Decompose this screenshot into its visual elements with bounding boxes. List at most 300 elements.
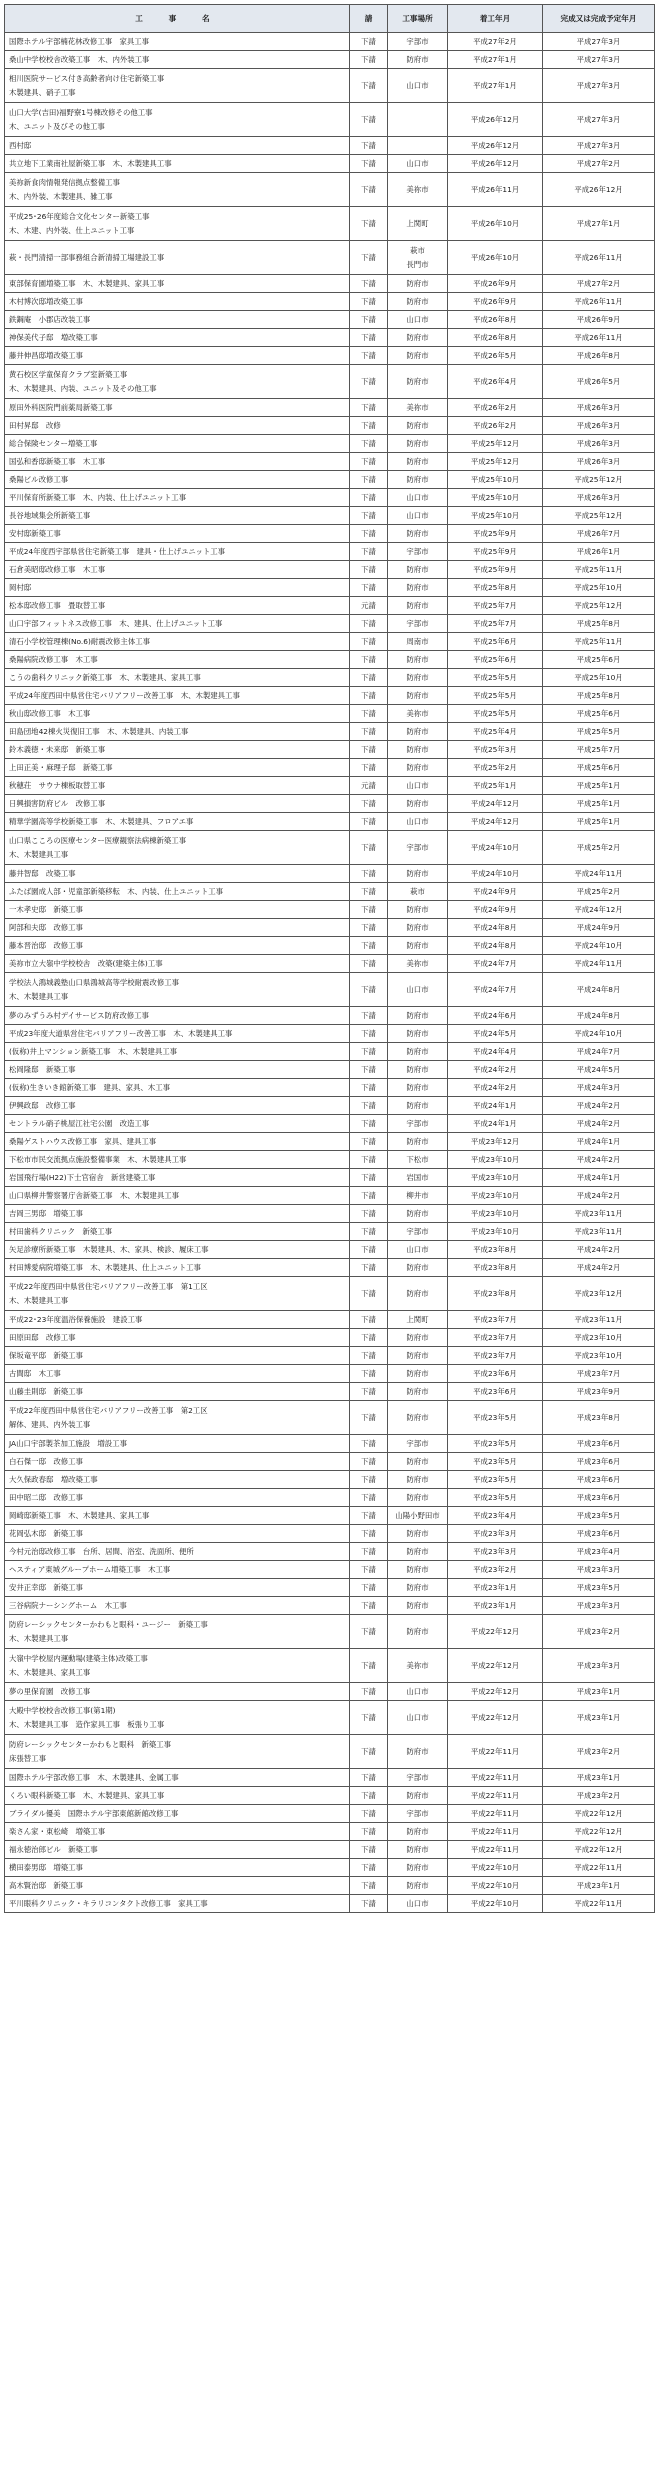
site-line: 防府市	[406, 1826, 429, 1836]
project-name-line: 上田正美・麻理子邸 新築工事	[9, 762, 113, 772]
site-line: 防府市	[406, 922, 429, 932]
project-name-cell	[5, 1079, 350, 1097]
start-date-cell: 平成25年1月	[448, 777, 543, 795]
start-date-cell: 平成22年11月	[448, 1841, 543, 1859]
table-row	[5, 1877, 655, 1895]
site-cell	[388, 1329, 448, 1347]
project-name-cell	[5, 1365, 350, 1383]
site-line: 防府市	[406, 564, 429, 574]
project-name-line: 平成25･26年度総合文化センター新築工事	[9, 211, 150, 221]
site-line: 美祢市	[406, 958, 429, 968]
table-row	[5, 1823, 655, 1841]
site-line: 防府市	[406, 1412, 429, 1422]
table-row	[5, 813, 655, 831]
contract-type-cell: 下請	[350, 1205, 388, 1223]
contract-type-cell: 下請	[350, 1401, 388, 1435]
site-cell	[388, 1097, 448, 1115]
contract-type-cell: 下請	[350, 1241, 388, 1259]
project-name-line: 木、木建、内外装、仕上ユニット工事	[9, 225, 135, 235]
start-date-cell: 平成26年12月	[448, 103, 543, 137]
project-name-cell	[5, 777, 350, 795]
site-cell	[388, 1701, 448, 1735]
start-date-cell: 平成26年12月	[448, 155, 543, 173]
completion-date-cell: 平成25年1月	[543, 777, 655, 795]
table-row	[5, 207, 655, 241]
table-row	[5, 1043, 655, 1061]
project-name-line: 木、木製建具工事 造作家具工事 板張り工事	[9, 1719, 165, 1729]
project-name-cell	[5, 1841, 350, 1859]
project-name-cell	[5, 1877, 350, 1895]
table-row	[5, 543, 655, 561]
contract-type-cell: 下請	[350, 1277, 388, 1311]
table-row	[5, 137, 655, 155]
table-row	[5, 1007, 655, 1025]
table-row	[5, 1205, 655, 1223]
project-name-line: 夢の里保育園 改修工事	[9, 1686, 91, 1696]
project-name-cell	[5, 813, 350, 831]
contract-type-cell: 下請	[350, 453, 388, 471]
site-line: 山口市	[406, 314, 429, 324]
completion-date-cell: 平成25年1月	[543, 795, 655, 813]
completion-date-cell: 平成26年8月	[543, 347, 655, 365]
completion-date-cell: 平成26年11月	[543, 241, 655, 275]
project-name-cell	[5, 865, 350, 883]
project-name-cell	[5, 347, 350, 365]
start-date-cell: 平成24年6月	[448, 1007, 543, 1025]
completion-date-cell: 平成26年11月	[543, 293, 655, 311]
project-name-line: 萩・長門清掃一部事務組合新清掃工場建設工事	[9, 252, 165, 262]
completion-date-cell: 平成27年3月	[543, 69, 655, 103]
contract-type-cell: 下請	[350, 919, 388, 937]
project-name-line: 木、内外装、木製建具、雑工事	[9, 191, 113, 201]
site-line: 防府市	[406, 1528, 429, 1538]
contract-type-cell: 下請	[350, 1329, 388, 1347]
contract-type-cell: 下請	[350, 1025, 388, 1043]
site-line: 宇部市	[406, 1118, 429, 1128]
contract-type-cell: 下請	[350, 137, 388, 155]
project-name-line: 吉岡三男邸 増築工事	[9, 1208, 83, 1218]
table-row	[5, 1169, 655, 1187]
site-line: 防府市	[406, 1582, 429, 1592]
site-line: 山口市	[406, 80, 429, 90]
contract-type-cell: 下請	[350, 1859, 388, 1877]
contract-type-cell: 下請	[350, 1187, 388, 1205]
table-row	[5, 69, 655, 103]
project-name-line: 古間邸 木工事	[9, 1368, 61, 1378]
site-cell	[388, 1859, 448, 1877]
project-name-line: 桑陽ビル改修工事	[9, 474, 69, 484]
completion-date-cell: 平成23年12月	[543, 1277, 655, 1311]
site-cell	[388, 1043, 448, 1061]
project-name-cell	[5, 1435, 350, 1453]
header-project-name: 工 事 名	[5, 5, 350, 33]
project-name-cell	[5, 51, 350, 69]
start-date-cell: 平成23年5月	[448, 1435, 543, 1453]
site-line: 防府市	[406, 1046, 429, 1056]
site-cell	[388, 329, 448, 347]
project-name-cell	[5, 615, 350, 633]
project-name-cell	[5, 1597, 350, 1615]
start-date-cell: 平成25年10月	[448, 471, 543, 489]
contract-type-cell: 下請	[350, 795, 388, 813]
site-line: 防府市	[406, 438, 429, 448]
start-date-cell: 平成25年9月	[448, 525, 543, 543]
site-cell	[388, 1805, 448, 1823]
start-date-cell: 平成25年7月	[448, 597, 543, 615]
contract-type-cell: 下請	[350, 561, 388, 579]
site-cell	[388, 173, 448, 207]
site-cell	[388, 507, 448, 525]
table-row	[5, 1615, 655, 1649]
start-date-cell: 平成23年10月	[448, 1151, 543, 1169]
site-line: 宇部市	[406, 546, 429, 556]
site-line: 萩市	[410, 886, 425, 896]
completion-date-cell: 平成23年6月	[543, 1471, 655, 1489]
start-date-cell: 平成22年10月	[448, 1895, 543, 1913]
project-name-cell	[5, 901, 350, 919]
project-name-line: 松本邸改修工事 畳取替工事	[9, 600, 106, 610]
completion-date-cell: 平成24年3月	[543, 1079, 655, 1097]
project-name-line: 山口県こころの医療センター医療観察法病棟新築工事	[9, 835, 187, 845]
contract-type-cell: 下請	[350, 955, 388, 973]
site-cell	[388, 1841, 448, 1859]
contract-type-cell: 下請	[350, 865, 388, 883]
site-line: 防府市	[406, 1844, 429, 1854]
completion-date-cell: 平成23年3月	[543, 1561, 655, 1579]
completion-date-cell: 平成22年12月	[543, 1805, 655, 1823]
start-date-cell: 平成24年2月	[448, 1079, 543, 1097]
project-name-line: 三谷病院ナーシングホーム 木工事	[9, 1600, 127, 1610]
contract-type-cell: 下請	[350, 651, 388, 669]
site-cell	[388, 51, 448, 69]
completion-date-cell: 平成25年7月	[543, 741, 655, 759]
site-line: 防府市	[406, 376, 429, 386]
site-cell	[388, 103, 448, 137]
project-name-cell	[5, 275, 350, 293]
site-cell	[388, 33, 448, 51]
project-name-cell	[5, 597, 350, 615]
completion-date-cell: 平成23年2月	[543, 1787, 655, 1805]
table-row	[5, 173, 655, 207]
project-name-cell	[5, 1701, 350, 1735]
table-row	[5, 1525, 655, 1543]
contract-type-cell: 下請	[350, 1259, 388, 1277]
completion-date-cell: 平成23年5月	[543, 1507, 655, 1525]
site-cell	[388, 1649, 448, 1683]
project-name-line: ブライダル優美 国際ホテル宇部東館新館改修工事	[9, 1808, 179, 1818]
start-date-cell: 平成23年5月	[448, 1401, 543, 1435]
project-name-cell	[5, 435, 350, 453]
site-line: 防府市	[406, 582, 429, 592]
start-date-cell: 平成23年6月	[448, 1383, 543, 1401]
project-name-line: 花岡弘木邸 新築工事	[9, 1528, 83, 1538]
completion-date-cell: 平成25年6月	[543, 759, 655, 777]
project-name-line: 黄石校区学童保育クラブ室新築工事	[9, 369, 128, 379]
project-name-line: 学校法人鴻城義塾山口県鴻城高等学校耐震改修工事	[9, 977, 179, 987]
project-name-cell	[5, 1683, 350, 1701]
table-row	[5, 155, 655, 173]
contract-type-cell: 下請	[350, 543, 388, 561]
contract-type-cell: 下請	[350, 883, 388, 901]
project-name-cell	[5, 1277, 350, 1311]
project-name-cell	[5, 1525, 350, 1543]
project-name-cell	[5, 1561, 350, 1579]
contract-type-cell: 下請	[350, 615, 388, 633]
table-row	[5, 1277, 655, 1311]
site-cell	[388, 155, 448, 173]
table-row	[5, 1471, 655, 1489]
site-line: 防府市	[406, 1600, 429, 1610]
completion-date-cell: 平成23年2月	[543, 1735, 655, 1769]
site-cell	[388, 453, 448, 471]
start-date-cell: 平成25年4月	[448, 723, 543, 741]
contract-type-cell: 下請	[350, 1489, 388, 1507]
site-line: 防府市	[406, 1136, 429, 1146]
table-row	[5, 489, 655, 507]
table-row	[5, 103, 655, 137]
completion-date-cell: 平成23年8月	[543, 1401, 655, 1435]
project-name-line: 山口大学(吉田)福野寮1号棟改修その他工事	[9, 107, 153, 117]
site-line: 防府市	[406, 1564, 429, 1574]
site-line: 宇部市	[406, 1808, 429, 1818]
project-name-cell	[5, 1115, 350, 1133]
site-line: 宇部市	[406, 1226, 429, 1236]
start-date-cell: 平成25年5月	[448, 669, 543, 687]
project-name-cell	[5, 329, 350, 347]
site-cell	[388, 1259, 448, 1277]
site-line: 防府市	[406, 528, 429, 538]
project-name-line: 精華学園高等学校新築工事 木、木製建具、フロアエ事	[9, 816, 194, 826]
project-name-line: 相川医院サービス付き高齢者向け住宅新築工事	[9, 73, 165, 83]
start-date-cell: 平成25年10月	[448, 507, 543, 525]
completion-date-cell: 平成27年1月	[543, 207, 655, 241]
site-line: 山陽小野田市	[395, 1510, 440, 1520]
table-row	[5, 311, 655, 329]
site-cell	[388, 973, 448, 1007]
project-name-line: 岩国飛行場(H22)下士官宿舎 新営建築工事	[9, 1172, 156, 1182]
project-record-table-wrapper	[4, 4, 654, 1913]
site-cell	[388, 561, 448, 579]
project-name-line: 矢足診療所新築工事 木製建具、木、家具、検診、履床工事	[9, 1244, 209, 1254]
start-date-cell: 平成24年5月	[448, 1025, 543, 1043]
project-name-cell	[5, 1787, 350, 1805]
project-name-cell	[5, 1453, 350, 1471]
project-name-cell	[5, 883, 350, 901]
project-name-cell	[5, 1347, 350, 1365]
site-cell	[388, 311, 448, 329]
contract-type-cell: 下請	[350, 937, 388, 955]
start-date-cell: 平成23年8月	[448, 1241, 543, 1259]
table-row	[5, 687, 655, 705]
table-row	[5, 1597, 655, 1615]
project-name-line: 秋穂荘 サウナ棟板取替工事	[9, 780, 106, 790]
table-row	[5, 1683, 655, 1701]
start-date-cell: 平成26年4月	[448, 365, 543, 399]
table-row	[5, 275, 655, 293]
site-cell	[388, 543, 448, 561]
site-line: 防府市	[406, 1790, 429, 1800]
project-name-cell	[5, 937, 350, 955]
table-row	[5, 453, 655, 471]
project-name-line: 木、木製建具、内装、ユニット及その他工事	[9, 383, 157, 393]
start-date-cell: 平成23年5月	[448, 1471, 543, 1489]
start-date-cell: 平成24年7月	[448, 955, 543, 973]
site-cell	[388, 207, 448, 241]
completion-date-cell: 平成27年2月	[543, 155, 655, 173]
start-date-cell: 平成24年9月	[448, 883, 543, 901]
start-date-cell: 平成23年7月	[448, 1329, 543, 1347]
contract-type-cell: 下請	[350, 69, 388, 103]
start-date-cell: 平成25年7月	[448, 615, 543, 633]
table-row	[5, 293, 655, 311]
start-date-cell: 平成23年2月	[448, 1561, 543, 1579]
completion-date-cell: 平成27年3月	[543, 33, 655, 51]
start-date-cell: 平成27年2月	[448, 33, 543, 51]
site-cell	[388, 1025, 448, 1043]
start-date-cell: 平成23年10月	[448, 1187, 543, 1205]
site-line: 防府市	[406, 940, 429, 950]
completion-date-cell: 平成24年1月	[543, 1169, 655, 1187]
site-line: 山口市	[406, 158, 429, 168]
contract-type-cell: 下請	[350, 1841, 388, 1859]
site-line: 宇部市	[406, 842, 429, 852]
project-name-cell	[5, 1151, 350, 1169]
completion-date-cell: 平成26年3月	[543, 399, 655, 417]
site-cell	[388, 1877, 448, 1895]
project-name-cell	[5, 973, 350, 1007]
site-cell	[388, 1151, 448, 1169]
project-name-cell	[5, 1097, 350, 1115]
completion-date-cell: 平成25年8月	[543, 615, 655, 633]
site-cell	[388, 1561, 448, 1579]
site-line: 長門市	[406, 259, 429, 269]
site-line: 山口市	[406, 1244, 429, 1254]
completion-date-cell: 平成24年11月	[543, 865, 655, 883]
table-header	[5, 5, 655, 33]
project-name-cell	[5, 579, 350, 597]
start-date-cell: 平成22年11月	[448, 1823, 543, 1841]
project-name-line: 国弘和香邸新築工事 木工事	[9, 456, 106, 466]
contract-type-cell: 元請	[350, 597, 388, 615]
project-name-line: 木製建具、硝子工事	[9, 87, 76, 97]
contract-type-cell: 下請	[350, 1133, 388, 1151]
site-cell	[388, 1277, 448, 1311]
site-cell	[388, 1347, 448, 1365]
start-date-cell: 平成24年7月	[448, 973, 543, 1007]
site-cell	[388, 687, 448, 705]
contract-type-cell: 下請	[350, 1787, 388, 1805]
completion-date-cell: 平成23年11月	[543, 1311, 655, 1329]
contract-type-cell: 下請	[350, 207, 388, 241]
completion-date-cell: 平成24年8月	[543, 1007, 655, 1025]
contract-type-cell: 下請	[350, 1043, 388, 1061]
table-row	[5, 633, 655, 651]
site-line: 防府市	[406, 332, 429, 342]
project-name-line: 清石小学校管理棟(No.6)耐震改修主体工事	[9, 636, 150, 646]
table-row	[5, 865, 655, 883]
table-row	[5, 615, 655, 633]
start-date-cell: 平成22年12月	[448, 1683, 543, 1701]
completion-date-cell: 平成25年8月	[543, 687, 655, 705]
completion-date-cell: 平成25年10月	[543, 669, 655, 687]
site-cell	[388, 865, 448, 883]
start-date-cell: 平成23年7月	[448, 1311, 543, 1329]
site-line: 美祢市	[406, 1660, 429, 1670]
completion-date-cell: 平成23年1月	[543, 1701, 655, 1735]
site-cell	[388, 1133, 448, 1151]
start-date-cell: 平成24年10月	[448, 831, 543, 865]
site-cell	[388, 597, 448, 615]
project-name-cell	[5, 1401, 350, 1435]
completion-date-cell: 平成24年11月	[543, 955, 655, 973]
start-date-cell: 平成26年5月	[448, 347, 543, 365]
table-row	[5, 1543, 655, 1561]
project-name-line: 桑陽ゲストハウス改修工事 家具、建具工事	[9, 1136, 157, 1146]
site-cell	[388, 919, 448, 937]
start-date-cell: 平成24年1月	[448, 1097, 543, 1115]
project-name-line: 国際ホテル宇部改修工事 木、木製建具、金属工事	[9, 1772, 179, 1782]
table-row	[5, 1383, 655, 1401]
table-row	[5, 1241, 655, 1259]
project-name-line: 共立地下工業南社屋新築工事 木、木製建具工事	[9, 158, 172, 168]
completion-date-cell: 平成25年11月	[543, 633, 655, 651]
completion-date-cell: 平成24年2月	[543, 1151, 655, 1169]
table-row	[5, 1859, 655, 1877]
site-line: 防府市	[406, 1862, 429, 1872]
completion-date-cell: 平成23年10月	[543, 1329, 655, 1347]
project-name-line: 長谷地域集会所新築工事	[9, 510, 91, 520]
project-name-cell	[5, 1895, 350, 1913]
project-name-line: 平成22･23年度温浴保養施設 建設工事	[9, 1314, 143, 1324]
project-name-cell	[5, 1471, 350, 1489]
completion-date-cell: 平成22年11月	[543, 1895, 655, 1913]
start-date-cell: 平成24年12月	[448, 795, 543, 813]
project-name-cell	[5, 311, 350, 329]
contract-type-cell: 下請	[350, 173, 388, 207]
site-cell	[388, 417, 448, 435]
start-date-cell: 平成26年10月	[448, 207, 543, 241]
completion-date-cell: 平成24年7月	[543, 1043, 655, 1061]
table-row	[5, 919, 655, 937]
project-name-line: 原田外科医院門前薬局新築工事	[9, 402, 113, 412]
contract-type-cell: 下請	[350, 489, 388, 507]
header-completion-date: 完成又は完成予定年月	[543, 5, 655, 33]
start-date-cell: 平成24年8月	[448, 937, 543, 955]
project-name-line: 高木賢治邸 新築工事	[9, 1880, 83, 1890]
contract-type-cell: 下請	[350, 399, 388, 417]
project-name-cell	[5, 207, 350, 241]
completion-date-cell: 平成23年7月	[543, 1365, 655, 1383]
contract-type-cell: 下請	[350, 471, 388, 489]
contract-type-cell: 下請	[350, 1435, 388, 1453]
site-line: 防府市	[406, 456, 429, 466]
site-cell	[388, 1401, 448, 1435]
site-line: 防府市	[406, 350, 429, 360]
site-cell	[388, 937, 448, 955]
project-name-line: 大殿中学校校舎改修工事(第1期)	[9, 1705, 116, 1715]
start-date-cell: 平成23年5月	[448, 1453, 543, 1471]
completion-date-cell: 平成24年1月	[543, 1133, 655, 1151]
start-date-cell: 平成23年8月	[448, 1259, 543, 1277]
completion-date-cell: 平成24年2月	[543, 1115, 655, 1133]
completion-date-cell: 平成22年12月	[543, 1841, 655, 1859]
table-row	[5, 561, 655, 579]
site-line: 防府市	[406, 1456, 429, 1466]
start-date-cell: 平成23年8月	[448, 1277, 543, 1311]
project-name-line: 藤本晋治邸 改修工事	[9, 940, 83, 950]
completion-date-cell: 平成24年2月	[543, 1097, 655, 1115]
site-line: 上関町	[406, 1314, 429, 1324]
